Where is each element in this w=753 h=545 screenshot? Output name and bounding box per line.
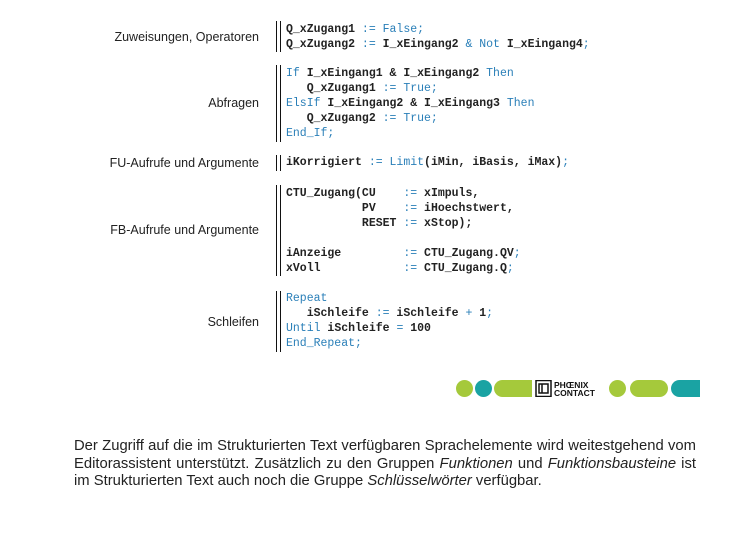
code-text: I_xEingang2 & I_xEingang3 <box>320 97 507 110</box>
code-keyword: End_If; <box>286 127 335 140</box>
label-schleifen: Schleifen <box>207 315 259 329</box>
code-block-fu <box>286 155 569 170</box>
code-keyword: := <box>375 307 390 320</box>
paragraph-emphasis-schluesselwoerter: Schlüsselwörter <box>367 473 472 489</box>
code-line <box>286 111 534 126</box>
code-keyword: ; <box>513 247 521 260</box>
logo-dot-teal-1 <box>475 380 492 397</box>
code-line <box>286 201 521 216</box>
code-keyword: Then <box>506 97 535 110</box>
paragraph-emphasis-funktionen: Funktionen <box>439 455 513 472</box>
logo-dot-lime-2 <box>609 380 626 397</box>
code-line <box>286 336 493 351</box>
code-keyword: := True; <box>382 112 438 125</box>
code-block-schleifen <box>286 291 493 351</box>
code-keyword: := <box>403 262 418 275</box>
code-keyword: ElsIf <box>286 97 321 110</box>
code-line <box>286 155 569 170</box>
code-block-abfragen <box>286 66 534 141</box>
code-text: Q_xZugang2 <box>286 112 383 125</box>
code-text: iAnzeige <box>286 247 404 260</box>
code-block-zuweisungen <box>286 22 590 52</box>
code-line <box>286 22 590 37</box>
code-keyword: If <box>286 67 300 80</box>
code-keyword: := <box>403 202 418 215</box>
code-line <box>286 231 521 246</box>
label-fu-aufrufe: FU-Aufrufe und Argumente <box>109 156 259 170</box>
code-line <box>286 186 521 201</box>
code-text: iKorrigiert <box>286 156 369 169</box>
code-text: CTU_Zugang(CU <box>286 187 404 200</box>
code-text: I_xEingang1 & I_xEingang2 <box>299 67 487 80</box>
code-text: iSchleife <box>320 322 397 335</box>
code-text: iSchleife <box>286 307 376 320</box>
code-keyword: := False; <box>361 23 425 36</box>
code-text: xVoll <box>286 262 404 275</box>
code-keyword: := <box>403 247 418 260</box>
body-paragraph <box>74 438 696 491</box>
logo-pill-teal-edge <box>688 380 700 397</box>
code-text: (iMin, iBasis, iMax) <box>424 156 563 169</box>
code-keyword: := <box>403 187 418 200</box>
code-bracket-schleifen <box>276 291 281 352</box>
code-block-fb <box>286 186 521 276</box>
label-zuweisungen: Zuweisungen, Operatoren <box>114 30 259 44</box>
code-line <box>286 321 493 336</box>
code-line <box>286 96 534 111</box>
code-text: xStop); <box>417 217 473 230</box>
code-keyword: Repeat <box>286 292 328 305</box>
code-keyword: := <box>403 217 418 230</box>
code-keyword: := Limit <box>368 156 425 169</box>
logo-text-line2: CONTACT <box>554 388 595 397</box>
code-keyword: ; <box>506 262 514 275</box>
code-text: iSchleife <box>389 307 466 320</box>
code-line <box>286 126 534 141</box>
code-text: I_xEingang4 <box>499 38 583 51</box>
paragraph-text-2: und <box>512 455 548 472</box>
logo-pill-lime-3 <box>630 380 668 397</box>
code-text: iHoechstwert, <box>417 202 514 215</box>
code-keyword: := <box>361 38 376 51</box>
code-line <box>286 246 521 261</box>
label-fb-aufrufe: FB-Aufrufe und Argumente <box>110 223 259 237</box>
code-keyword: + <box>465 307 473 320</box>
code-keyword: ; <box>562 156 569 169</box>
code-bracket-fu <box>276 155 281 171</box>
code-keyword: & Not <box>465 38 500 51</box>
code-text: Q_xZugang1 <box>286 82 383 95</box>
paragraph-text-1: Der Zugriff auf die im Strukturierten Text verfügbaren Sprachelemente wird weitestgehend vom Editorassistent unterstützt. Zusätzlich zu den Gruppen <box>74 438 696 472</box>
code-text: CTU_Zugang.Q <box>417 262 507 275</box>
logo-dot-lime-1 <box>456 380 473 397</box>
code-keyword: := True; <box>382 82 438 95</box>
code-bracket-abfragen <box>276 65 281 142</box>
paragraph-text-3: ist im Strukturierten Text auch noch die Gruppe <box>74 455 696 489</box>
code-text: PV <box>286 202 404 215</box>
logo-pill-lime-2 <box>514 380 532 397</box>
code-text: Q_xZugang2 <box>286 38 362 51</box>
code-keyword: Then <box>486 67 514 80</box>
code-line <box>286 66 534 81</box>
code-bracket-fb <box>276 185 281 276</box>
code-keyword: Until <box>286 322 321 335</box>
paragraph-text-4: verfügbar. <box>471 473 542 489</box>
logo-text-line1: PHŒNIX <box>554 380 589 390</box>
code-line <box>286 291 493 306</box>
code-text: Q_xZugang1 <box>286 23 362 36</box>
code-keyword: = <box>396 322 404 335</box>
paragraph-emphasis-funktionsbausteine: Funktionsbausteine <box>547 455 677 472</box>
label-abfragen: Abfragen <box>208 96 259 110</box>
code-line <box>286 81 534 96</box>
code-line <box>286 306 493 321</box>
code-keyword: ; <box>486 307 494 320</box>
code-text: RESET <box>286 217 404 230</box>
code-bracket-zuweisungen <box>276 21 281 52</box>
code-text: 1 <box>472 307 487 320</box>
code-line <box>286 37 590 52</box>
code-line <box>286 261 521 276</box>
code-text: I_xEingang2 <box>375 38 466 51</box>
code-text: xImpuls, <box>417 187 480 200</box>
code-line <box>286 216 521 231</box>
code-keyword: ; <box>582 38 590 51</box>
code-text: 100 <box>403 322 431 335</box>
phoenix-contact-logo <box>456 380 700 397</box>
code-keyword: End_Repeat; <box>286 337 362 350</box>
code-text: CTU_Zugang.QV <box>417 247 514 260</box>
